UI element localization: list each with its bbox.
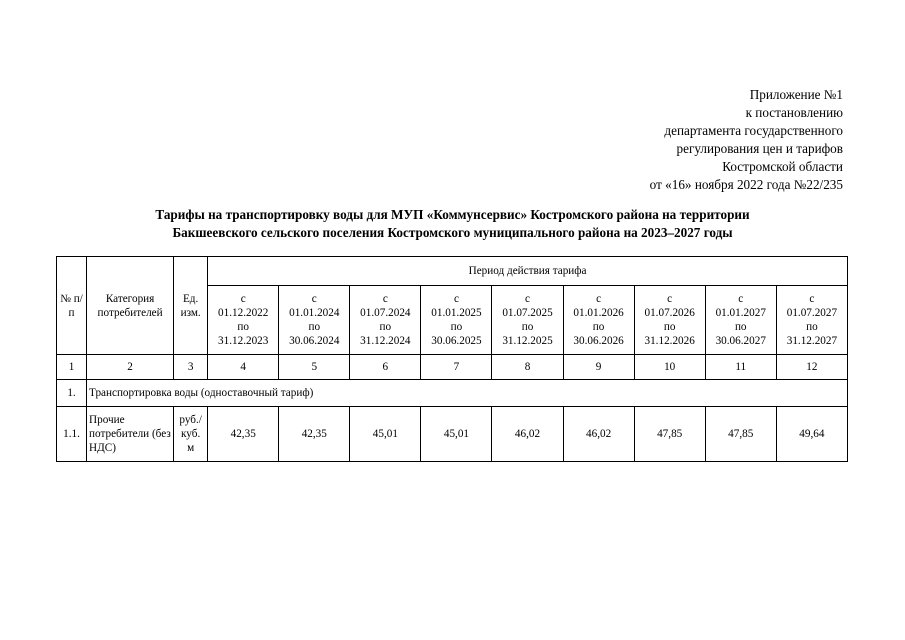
appendix-line: регулирования цен и тарифов: [676, 141, 843, 156]
period-cell: с 01.01.2024 по 30.06.2024: [279, 286, 350, 355]
tariff-table: [56, 256, 848, 462]
period-cell: с 01.01.2027 по 30.06.2027: [705, 286, 776, 355]
document-title: [60, 206, 845, 242]
appendix-line: от «16» ноября 2022 года №22/235: [649, 177, 843, 192]
header-unit: Ед. изм.: [174, 257, 208, 355]
section-row: [57, 380, 848, 407]
appendix-line: к постановлению: [745, 105, 843, 120]
row-category: Прочие потребители (без НДС): [87, 407, 174, 462]
section-label: Транспортировка воды (одноставочный тариф): [87, 380, 848, 407]
tariff-value: 47,85: [705, 407, 776, 462]
period-cell: с 01.12.2022 по 31.12.2023: [208, 286, 279, 355]
tariff-value: 42,35: [208, 407, 279, 462]
table-row: [57, 407, 848, 462]
column-number: 11: [705, 355, 776, 380]
row-number: 1.1.: [57, 407, 87, 462]
column-number: 3: [174, 355, 208, 380]
column-number: 9: [563, 355, 634, 380]
header-row-period: [57, 257, 848, 286]
document-title-line: Бакшеевского сельского поселения Костромского муниципального района на 2023–2027 годы: [172, 225, 733, 240]
column-number: 7: [421, 355, 492, 380]
period-cell: с 01.01.2026 по 30.06.2026: [563, 286, 634, 355]
period-cell: с 01.01.2025 по 30.06.2025: [421, 286, 492, 355]
column-number: 6: [350, 355, 421, 380]
header-category: Категория потребителей: [87, 257, 174, 355]
period-cell: с 01.07.2024 по 31.12.2024: [350, 286, 421, 355]
appendix-line: Приложение №1: [749, 87, 843, 102]
document-title-line: Тарифы на транспортировку воды для МУП «Коммунсервис» Костромского района на территории: [155, 207, 750, 222]
tariff-value: 49,64: [776, 407, 847, 462]
tariff-value: 46,02: [492, 407, 563, 462]
column-number: 10: [634, 355, 705, 380]
header-num: № п/п: [57, 257, 87, 355]
column-number: 12: [776, 355, 847, 380]
tariff-value: 46,02: [563, 407, 634, 462]
period-cell: с 01.07.2026 по 31.12.2026: [634, 286, 705, 355]
column-number-row: [57, 355, 848, 380]
period-cell: с 01.07.2027 по 31.12.2027: [776, 286, 847, 355]
tariff-value: 47,85: [634, 407, 705, 462]
column-number: 2: [87, 355, 174, 380]
tariff-value: 45,01: [350, 407, 421, 462]
tariff-value: 45,01: [421, 407, 492, 462]
header-period: Период действия тарифа: [208, 257, 848, 286]
appendix-block: [650, 86, 843, 194]
period-cell: с 01.07.2025 по 31.12.2025: [492, 286, 563, 355]
column-number: 1: [57, 355, 87, 380]
row-unit: руб./ куб. м: [174, 407, 208, 462]
column-number: 5: [279, 355, 350, 380]
tariff-value: 42,35: [279, 407, 350, 462]
appendix-line: департамента государственного: [664, 123, 843, 138]
section-number: 1.: [57, 380, 87, 407]
appendix-line: Костромской области: [722, 159, 843, 174]
column-number: 4: [208, 355, 279, 380]
column-number: 8: [492, 355, 563, 380]
